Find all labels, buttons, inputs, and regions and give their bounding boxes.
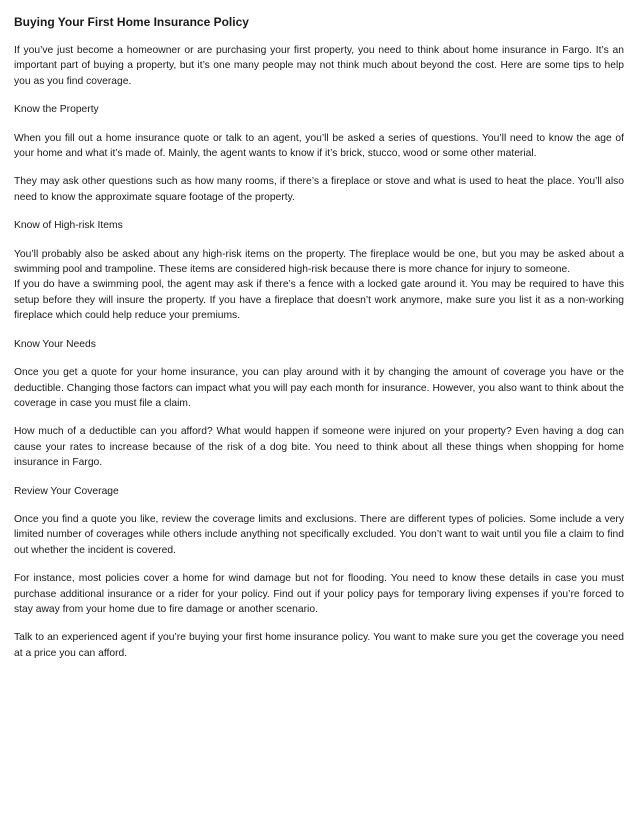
paragraph: How much of a deductible can you afford? What would happen if someone were injured on your property? Even having a dog can cause your rates to increase because of the risk of a dog bite. You need to think about all these things when shopping for home insurance in Fargo. [14, 426, 624, 469]
section-heading-know-needs: Know Your Needs [14, 338, 96, 350]
paragraph: For instance, most policies cover a home for wind damage but not for flooding. You need to know these details in case you must purchase additional insurance or a rider for your policy. Find out if your policy pays for temporary living expenses if you’re forced to stay away from your home due to fire damage or another scenario. [14, 573, 624, 615]
closing-paragraph: Talk to an experienced agent if you’re buying your first home insurance policy. You want to make sure you get the coverage you need at a price you can afford. [14, 632, 624, 659]
paragraph: Once you find a quote you like, review the coverage limits and exclusions. There are different types of policies. Some include a very limited number of coverages while others include anything not specifically excluded. You don’t want to wait until you file a claim to find out whether the incident is covered. [14, 513, 624, 556]
paragraph: When you fill out a home insurance quote or talk to an agent, you’ll be asked a series of questions. You’ll need to know the age of your home and what it’s made of. Mainly, the agent wants to know if it’s brick, stucco, wood or some other material. [14, 132, 624, 160]
section-heading-high-risk-items: Know of High-risk Items [14, 220, 123, 232]
paragraph: If you do have a swimming pool, the agent may ask if there’s a fence with a locked gate around it. You may be required to have this setup before they will insure the property. If you have a fireplace that doesn’t work anymore, make sure you list it as a non-working fireplace which could help reduce your premiums. [14, 279, 624, 322]
paragraph: You’ll probably also be asked about any high-risk items on the property. The fireplace would be one, but you may be asked about a swimming pool and trampoline. These items are considered high-risk because there is more chance for injury to someone. [14, 248, 624, 276]
section-heading-know-property: Know the Property [14, 104, 99, 116]
paragraph: Once you get a quote for your home insurance, you can play around with it by changing the amount of coverage you have or the deductible. Changing those factors can impact what you will pay each month for insurance. However, you also want to think about the coverage in case you must file a claim. [14, 367, 624, 409]
paragraph: They may ask other questions such as how many rooms, if there’s a fireplace or stove and what is used to heat the place. You’ll also need to know the approximate square footage of the property. [14, 176, 624, 203]
intro-paragraph: If you’ve just become a homeowner or are purchasing your first property, you need to think about home insurance in Fargo. It’s an important part of buying a property, but it’s one many people may not think much about beyond the cost. Here are some tips to help you as you find coverage. [14, 45, 624, 87]
section-heading-review-coverage: Review Your Coverage [14, 485, 119, 497]
document-title: Buying Your First Home Insurance Policy [14, 15, 249, 29]
document-page [14, 14, 624, 674]
